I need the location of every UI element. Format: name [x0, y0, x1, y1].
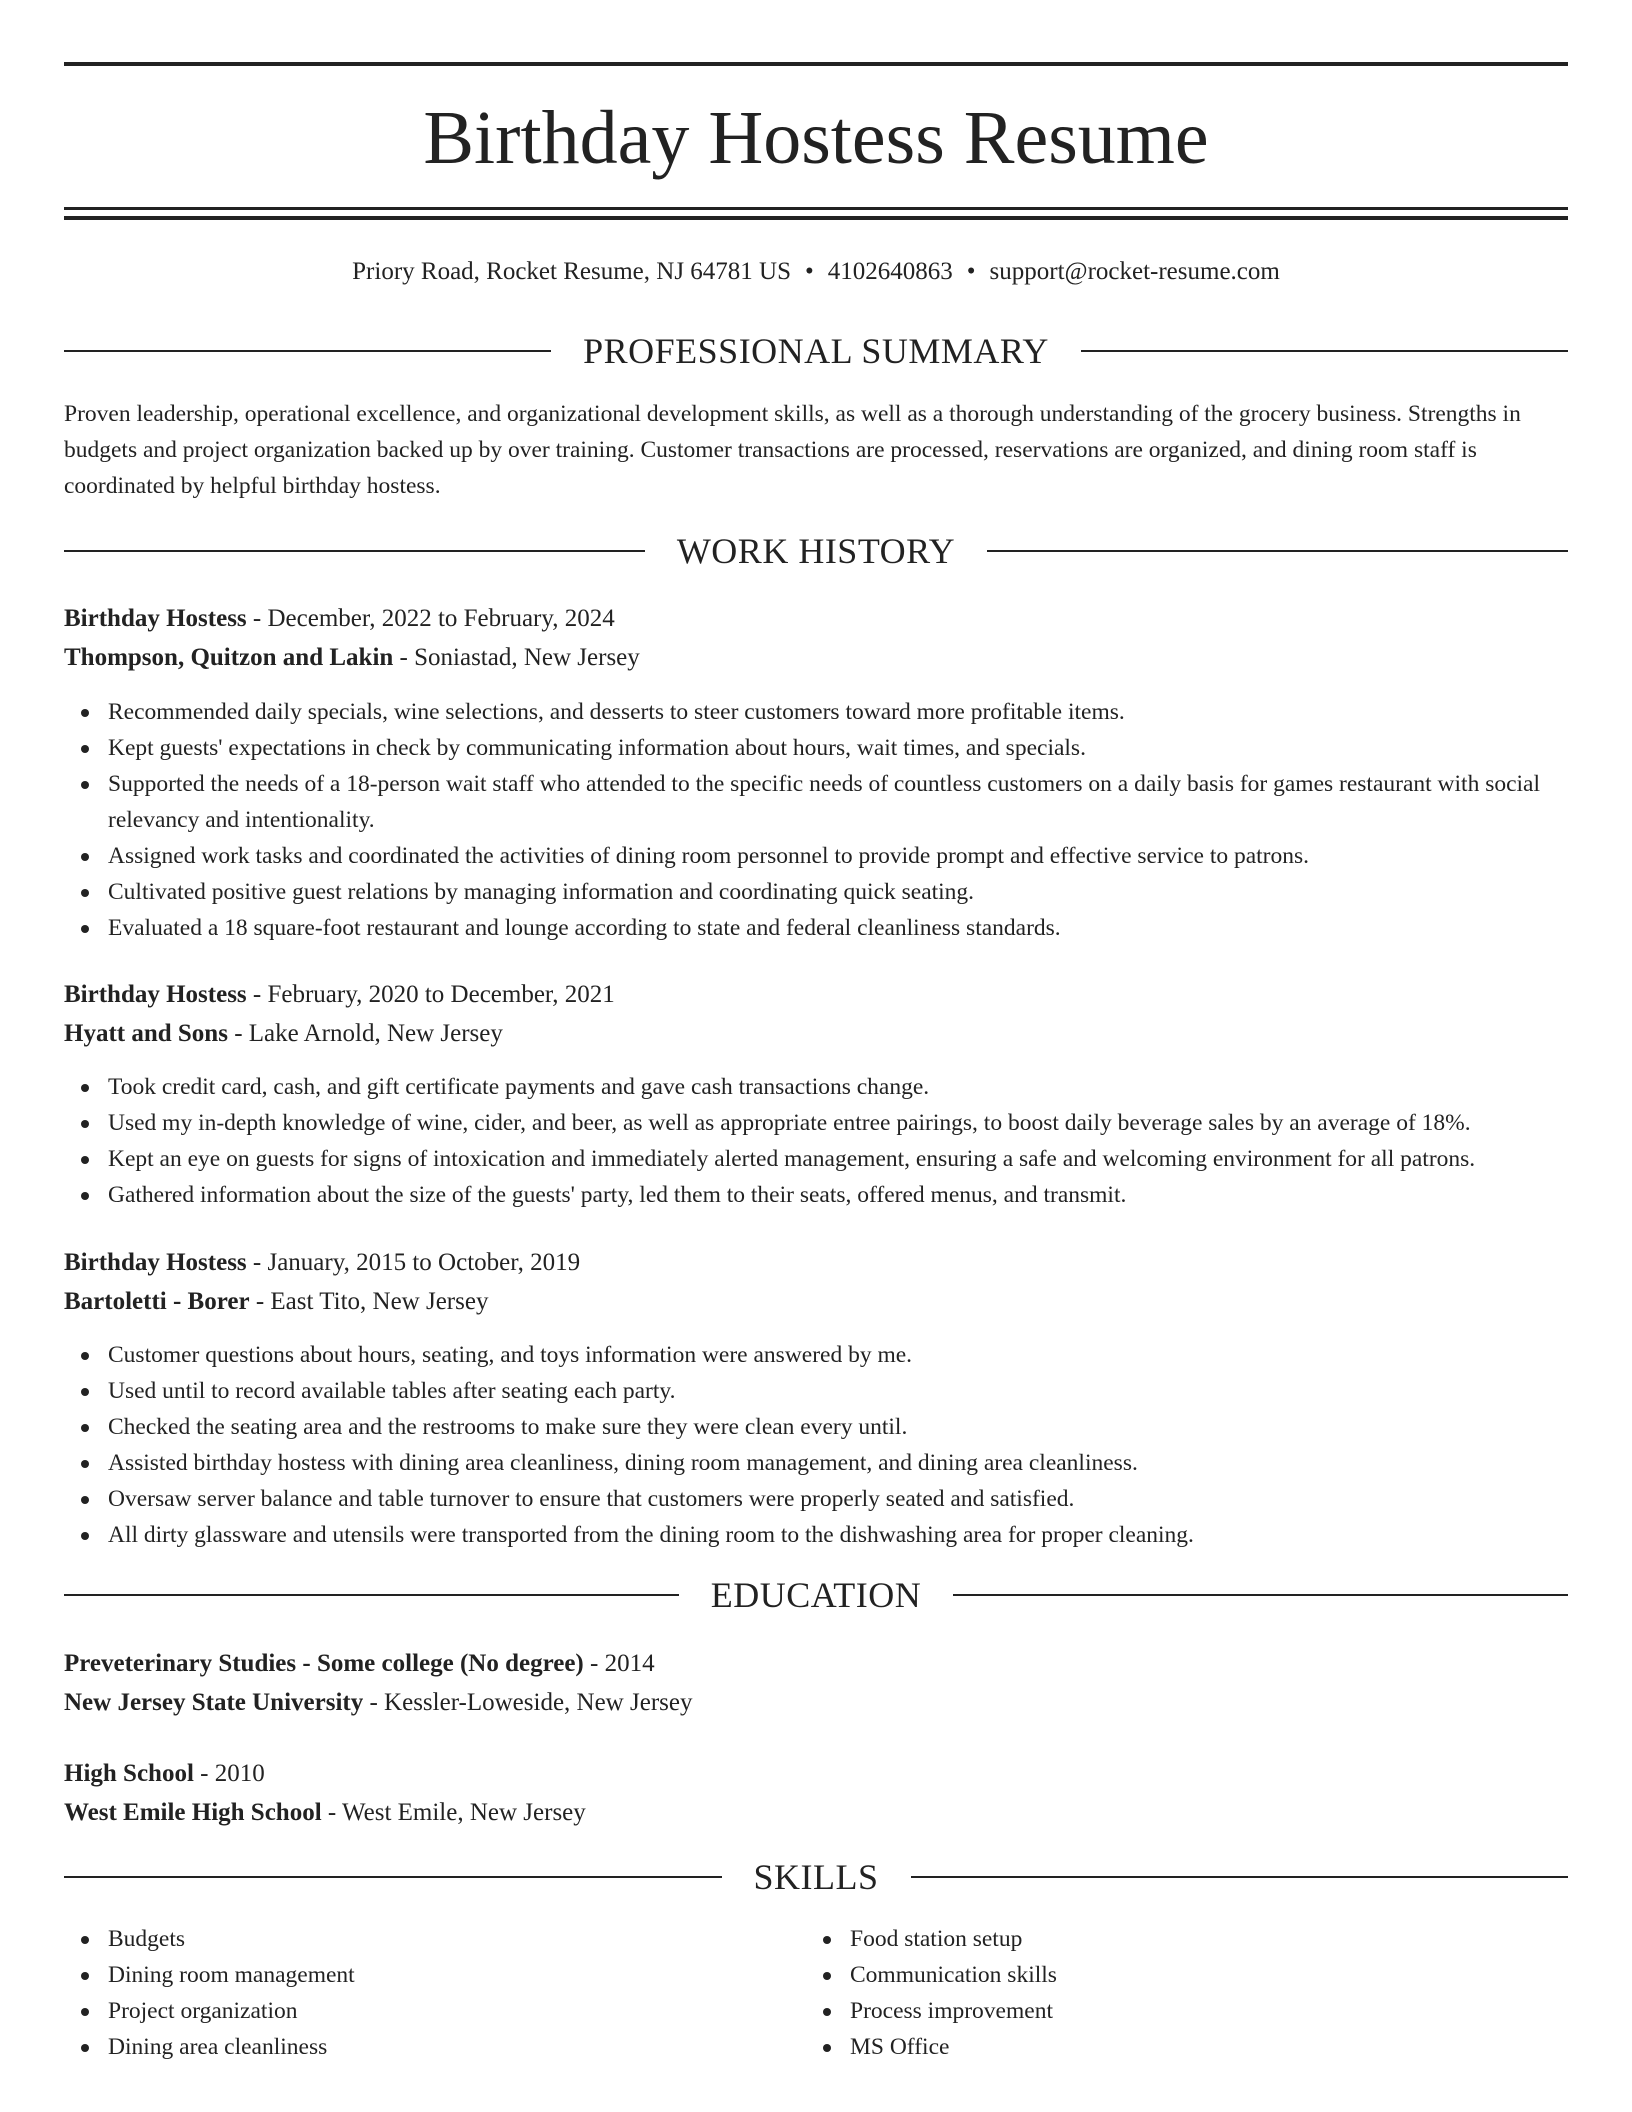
- job-bullet: Recommended daily specials, wine selections, and desserts to steer customers toward more profitable items.: [64, 694, 1568, 730]
- contact-separator: •: [805, 258, 814, 285]
- section-rule-right: [953, 1594, 1568, 1596]
- job-bullet: Evaluated a 18 square-foot restaurant and lounge according to state and federal cleanliness standards.: [64, 910, 1568, 946]
- job-bullet: Kept an eye on guests for signs of intoxication and immediately alerted management, ensuring a safe and welcoming environment for all patrons.: [64, 1141, 1568, 1177]
- job-bullet: Used my in-depth knowledge of wine, cider, and beer, as well as appropriate entree pairings, to boost daily beverage sales by an average of 18%.: [64, 1105, 1568, 1141]
- skill-item: Project organization: [64, 1993, 764, 2029]
- summary-text: Proven leadership, operational excellence, and organizational development skills, as well as a thorough understanding of the grocery business. Strengths in budgets and project organization backed up by over training. Customer transactions are processed, reservations are organized, and dining room staff is coordinated by helpful birthday hostess.: [64, 401, 1521, 499]
- job-bullet: Customer questions about hours, seating, and toys information were answered by me.: [64, 1337, 1568, 1373]
- job-title-line: [64, 599, 1568, 638]
- skill-item: Dining room management: [64, 1957, 764, 1993]
- job-bullet: Gathered information about the size of the guests' party, led them to their seats, offered menus, and transmit.: [64, 1177, 1568, 1213]
- education-location: - West Emile, New Jersey: [321, 1799, 586, 1826]
- section-heading-label: EDUCATION: [710, 1575, 922, 1615]
- education-degree-line: [64, 1754, 1568, 1793]
- skills-list-left: [64, 1921, 764, 2065]
- job-bullet: Took credit card, cash, and gift certificate payments and gave cash transactions change.: [64, 1069, 1568, 1105]
- job-bullet: Assigned work tasks and coordinated the activities of dining room personnel to provide prompt and effective service to patrons.: [64, 838, 1568, 874]
- job-company-line: [64, 1014, 1568, 1053]
- section-rule-right: [987, 550, 1568, 552]
- job-bullet: Cultivated positive guest relations by managing information and coordinating quick seating.: [64, 874, 1568, 910]
- skill-item: Food station setup: [806, 1921, 1506, 1957]
- job-title: Birthday Hostess: [64, 1249, 247, 1276]
- education-school-line: [64, 1683, 1568, 1722]
- job-dates: - January, 2015 to October, 2019: [246, 1249, 581, 1276]
- contact-phone: 4102640863: [827, 258, 953, 285]
- section-rule-left: [64, 350, 551, 352]
- job-company-line: [64, 638, 1568, 677]
- resume-title: Birthday Hostess Resume: [423, 96, 1209, 180]
- job-dates: - February, 2020 to December, 2021: [246, 981, 615, 1008]
- section-rule-left: [64, 1594, 679, 1596]
- job-bullet-list: [64, 694, 1568, 946]
- education-location: - Kessler-Loweside, New Jersey: [363, 1689, 693, 1716]
- section-heading-label: PROFESSIONAL SUMMARY: [583, 331, 1049, 371]
- section-rule-left: [64, 550, 645, 552]
- education-entry: [64, 1754, 1568, 1832]
- section-heading-skills: [64, 1852, 1568, 1902]
- contact-line: [64, 252, 1568, 292]
- job-entry: [64, 975, 1568, 1053]
- section-heading-summary: [64, 326, 1568, 376]
- skills-list-right: [806, 1921, 1506, 2065]
- education-school-line: [64, 1793, 1568, 1832]
- job-location: - Soniastad, New Jersey: [393, 644, 640, 671]
- education-school: New Jersey State University: [64, 1689, 364, 1716]
- section-rule-right: [1081, 350, 1568, 352]
- education-degree: Preveterinary Studies - Some college (No degree): [64, 1650, 584, 1677]
- contact-email: support@rocket-resume.com: [989, 258, 1280, 285]
- skill-item: Process improvement: [806, 1993, 1506, 2029]
- job-location: - Lake Arnold, New Jersey: [227, 1020, 503, 1047]
- section-rule-right: [911, 1876, 1569, 1878]
- job-company: Thompson, Quitzon and Lakin: [64, 644, 394, 671]
- job-company-line: [64, 1282, 1568, 1321]
- education-year: - 2014: [583, 1650, 655, 1677]
- job-bullet: Kept guests' expectations in check by communicating information about hours, wait times, and specials.: [64, 730, 1568, 766]
- job-dates: - December, 2022 to February, 2024: [246, 605, 615, 632]
- job-location: - East Tito, New Jersey: [249, 1288, 489, 1315]
- contact-separator: •: [966, 258, 976, 285]
- job-company: Hyatt and Sons: [64, 1020, 228, 1047]
- section-heading-work-history: [64, 526, 1568, 576]
- education-entry: [64, 1644, 1568, 1722]
- education-degree: High School: [64, 1760, 194, 1787]
- job-company: Bartoletti - Borer: [64, 1288, 250, 1315]
- job-bullet: Supported the needs of a 18-person wait staff who attended to the specific needs of countless customers on a daily basis for games restaurant with social relevancy and intentionality.: [64, 766, 1568, 838]
- job-title-line: [64, 975, 1568, 1014]
- job-title: Birthday Hostess: [64, 605, 247, 632]
- skill-item: Dining area cleanliness: [64, 2029, 764, 2065]
- header-top-rule: [64, 62, 1568, 66]
- contact-address: Priory Road, Rocket Resume, NJ 64781 US: [352, 258, 792, 285]
- job-bullet-list: [64, 1337, 1568, 1553]
- education-degree-line: [64, 1644, 1568, 1683]
- header-double-rule-lower: [64, 216, 1568, 220]
- skill-item: Communication skills: [806, 1957, 1506, 1993]
- education-year: - 2010: [193, 1760, 265, 1787]
- section-heading-label: WORK HISTORY: [676, 531, 956, 571]
- section-rule-left: [64, 1876, 722, 1878]
- job-title-line: [64, 1243, 1568, 1282]
- job-title: Birthday Hostess: [64, 981, 247, 1008]
- job-entry: [64, 599, 1568, 677]
- job-bullet: Oversaw server balance and table turnover to ensure that customers were properly seated and satisfied.: [64, 1481, 1568, 1517]
- job-bullet: Assisted birthday hostess with dining area cleanliness, dining room management, and dining area cleanliness.: [64, 1445, 1568, 1481]
- section-heading-education: [64, 1570, 1568, 1620]
- job-bullet-list: [64, 1069, 1568, 1213]
- job-bullet: Checked the seating area and the restrooms to make sure they were clean every until.: [64, 1409, 1568, 1445]
- header-double-rule-upper: [64, 207, 1568, 210]
- job-bullet: Used until to record available tables after seating each party.: [64, 1373, 1568, 1409]
- section-heading-label: SKILLS: [753, 1857, 879, 1897]
- job-entry: [64, 1243, 1568, 1321]
- skill-item: MS Office: [806, 2029, 1506, 2065]
- skill-item: Budgets: [64, 1921, 764, 1957]
- education-school: West Emile High School: [64, 1799, 322, 1826]
- job-bullet: All dirty glassware and utensils were transported from the dining room to the dishwashing area for proper cleaning.: [64, 1517, 1568, 1553]
